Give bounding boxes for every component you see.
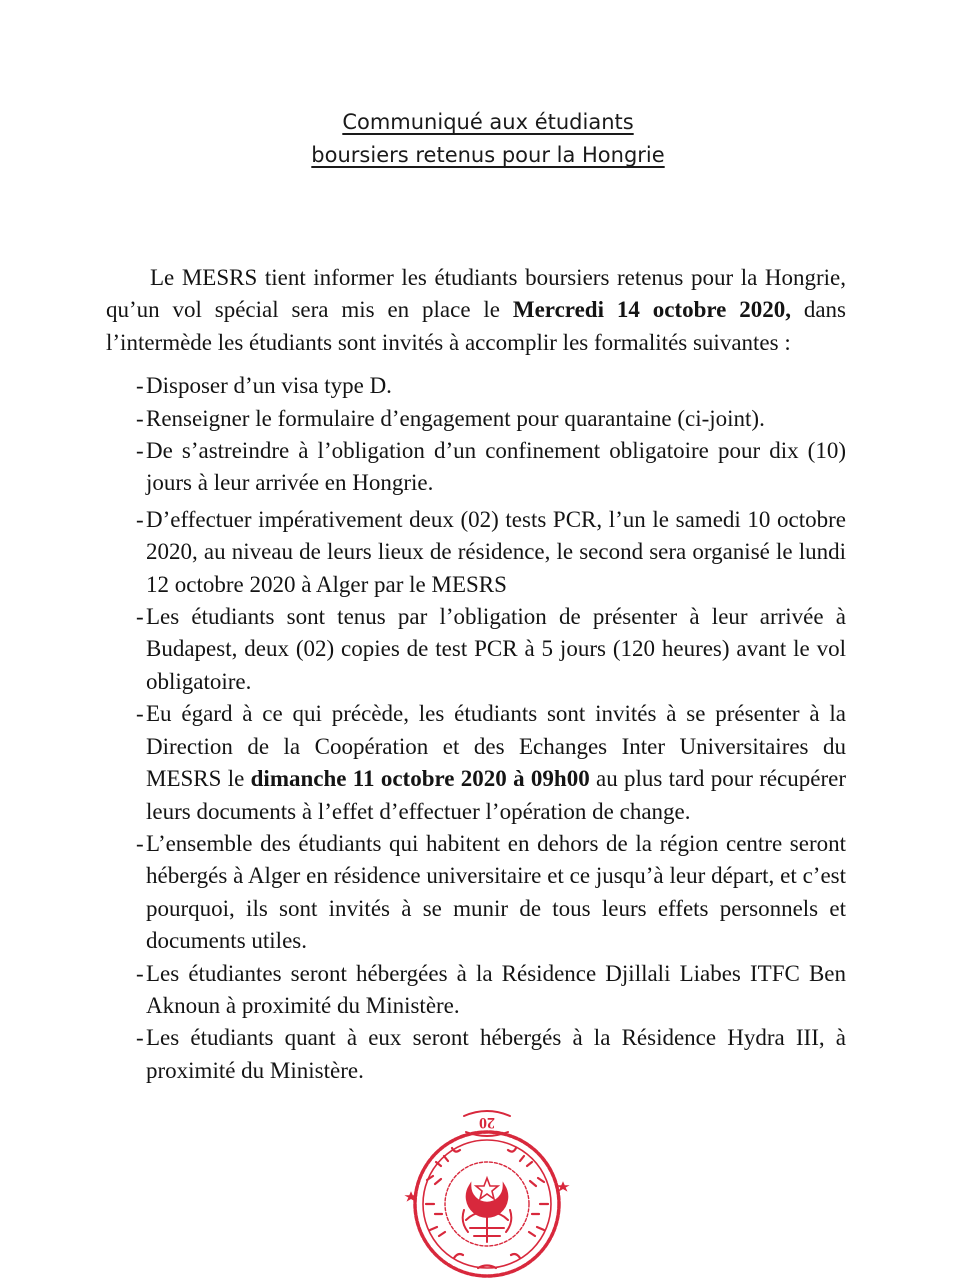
list-item-text: Les étudiants sont tenus par l’obligation de présenter à leur arrivée à Budapest, deux (02) copies de test PCR à 5 jours (120 heures) avant le vol obligatoire.: [146, 604, 846, 694]
list-item: [106, 403, 846, 435]
bullet-dash: -: [136, 701, 144, 727]
list-item-text: Disposer d’un visa type D.: [146, 373, 392, 399]
flight-date: Mercredi 14 octobre 2020,: [512, 297, 791, 323]
list-item-text-end: au plus tard pour récupérer leurs documents à l’effet d’effectuer l’opération de change.: [146, 766, 847, 824]
list-item: [106, 828, 846, 958]
list-item: [106, 698, 846, 828]
list-item: [106, 504, 846, 601]
intro-text-end: dans l’intermède les étudiants sont invités à accomplir les formalités suivantes :: [106, 297, 846, 355]
list-item-text: L’ensemble des étudiants qui habitent en dehors de la région centre seront hébergés à Alger en résidence universitaire et ce jusqu’à leur départ, et c’est pourquoi, ils sont invités à se munir de tous leurs effets personnels et documents utiles.: [146, 830, 846, 954]
list-item-text: Renseigner le formulaire d’engagement pour quarantaine (ci-joint).: [146, 405, 765, 431]
list-item: [106, 435, 846, 500]
list-item: [106, 958, 846, 1023]
list-item: [106, 601, 846, 698]
list-item: [106, 370, 846, 402]
list-item-text: Les étudiantes seront hébergées à la Résidence Djillali Liabes ITFC Ben Aknoun à proximité du Ministère.: [146, 960, 846, 1018]
stamp-number: 20: [479, 1114, 495, 1131]
bullet-dash: -: [136, 830, 144, 856]
document-body: [106, 262, 846, 1087]
list-item-text: De s’astreindre à l’obligation d’un confinement obligatoire pour dix (10) jours à leur arrivée en Hongrie.: [146, 438, 846, 496]
document-title: [0, 106, 976, 172]
bullet-dash: -: [136, 405, 144, 431]
deadline-date: dimanche 11 octobre 2020 à 09h00: [250, 766, 590, 792]
intro-text-start: Le MESRS tient informer les étudiants boursiers retenus pour la Hongrie, qu’un vol spécial sera mis en place le: [106, 265, 846, 323]
title-line-1: Communiqué aux étudiants: [342, 110, 634, 134]
list-item: [106, 1022, 846, 1087]
list-item-text: Les étudiants quant à eux seront hébergés à la Résidence Hydra III, à proximité du Ministère.: [146, 1025, 846, 1083]
list-item-text: Eu égard à ce qui précède, les étudiants sont invités à se présenter à la Direction de la Coopération et des Echanges Inter Universitaires du MESRS le: [146, 701, 846, 792]
bullet-dash: -: [136, 1025, 144, 1051]
title-line-2: boursiers retenus pour la Hongrie: [311, 143, 665, 167]
bullet-dash: -: [136, 438, 144, 464]
bullet-dash: -: [136, 604, 144, 630]
bullet-dash: -: [136, 960, 144, 986]
bullet-dash: -: [136, 373, 144, 399]
list-item-text: D’effectuer impérativement deux (02) tests PCR, l’un le samedi 10 octobre 2020, au niveau de leurs lieux de résidence, le second sera organisé le lundi 12 octobre 2020 à Alger par le MESRS: [146, 506, 846, 597]
formalities-list: [106, 370, 846, 1087]
bullet-dash: -: [136, 506, 144, 532]
intro-paragraph: [106, 262, 846, 359]
official-seal-stamp: [394, 1100, 580, 1282]
